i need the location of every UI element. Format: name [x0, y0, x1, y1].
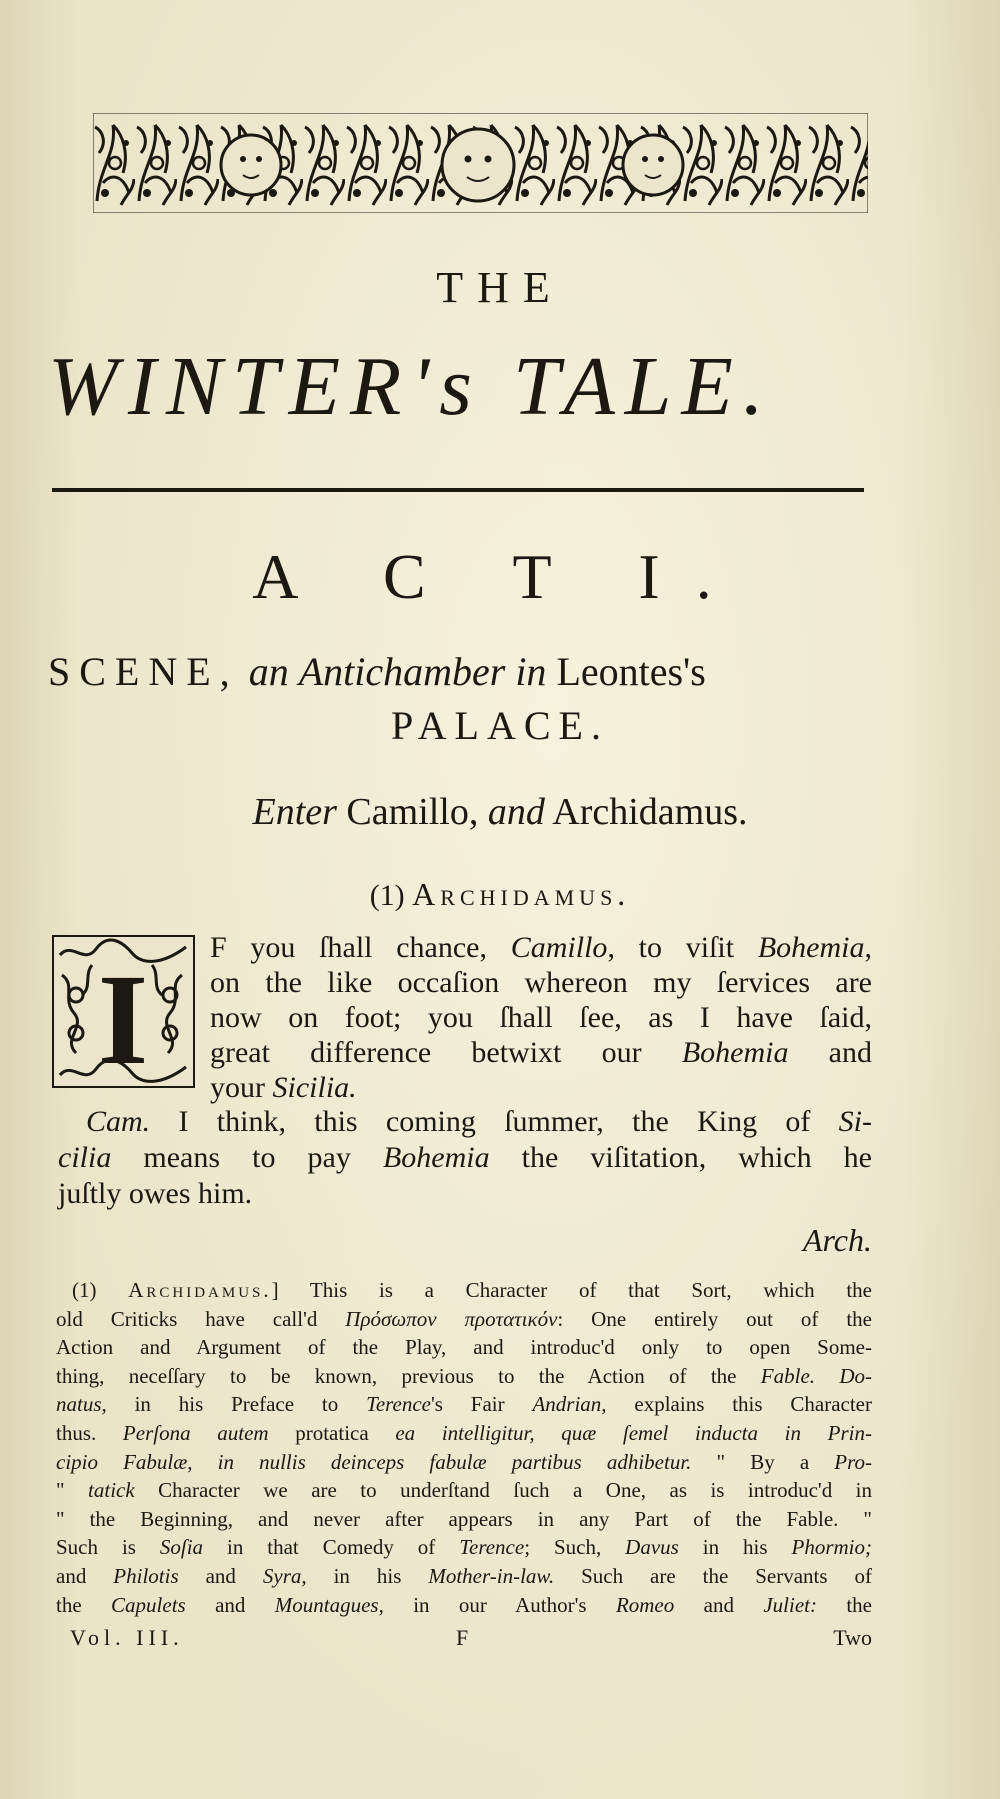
scene-palace: PALACE. [391, 703, 609, 748]
footnote-line: thing, neceſſary to be known, previous to the Action of the Fable. Do- [56, 1363, 872, 1388]
scene-in: in [515, 649, 547, 694]
scene-word: SCENE, [48, 649, 239, 694]
enter-and: and [487, 791, 545, 833]
speech-line: juſtly owes him. [58, 1177, 253, 1210]
speech-line: now on foot; you ſhall ſee, as I have ſaid, [210, 1001, 872, 1034]
scene-heading [48, 648, 948, 695]
entrance-direction [0, 790, 1000, 834]
speech-line: your Sicilia. [210, 1071, 357, 1104]
catchword-speaker: Arch. [802, 1222, 872, 1258]
speaker-note-number: (1) [369, 879, 405, 912]
speech-line: Cam. I think, this coming ſummer, the King of Si- [86, 1105, 872, 1138]
heading-the: THE [436, 263, 564, 312]
footnote-line: Action and Argument of the Play, and introduc'd only to open Some- [56, 1335, 872, 1360]
footnote-line: the Capulets and Mountagues, in our Author's Romeo and Juliet: the [56, 1592, 872, 1617]
drop-cap [52, 935, 195, 1088]
enter-archidamus: Archidamus. [552, 791, 748, 833]
enter-camillo: Camillo, [346, 791, 479, 833]
speech-line: on the like occaſion whereon my ſervices are [210, 966, 872, 999]
act-heading: A C T I. [252, 541, 748, 612]
signature-mark: F [456, 1625, 469, 1650]
ornamental-headpiece [93, 113, 868, 213]
speech-camillo [58, 1104, 872, 1212]
footnote-line: old Criticks have call'd Πρόσωπον προτατικόν: One entirely out of the [56, 1306, 872, 1331]
speech-line: cilia means to pay Bohemia the viſitation, which he [58, 1141, 872, 1174]
scene-an: an [248, 649, 289, 694]
enter-word: Enter [252, 791, 337, 833]
signature-line [70, 1625, 872, 1655]
scene-antichamber: Antichamber [298, 649, 506, 694]
footnote-line: cipio Fabulæ, in nullis deinceps fabulæ partibus adhibetur. " By a Pro- [56, 1449, 872, 1474]
footnote-line: and Philotis and Syra, in his Mother-in-law. Such are the Servants of [56, 1563, 873, 1588]
footnote-line: thus. Perſona autem protatica ea intelligitur, quæ ſemel inducta in Prin- [56, 1420, 872, 1445]
speech-archidamus [210, 930, 872, 1105]
footnote-line: (1) Archidamus.] This is a Character of that Sort, which the [72, 1278, 872, 1302]
play-title: WINTER's TALE. [48, 340, 774, 433]
speech-line: great difference betwixt our Bohemia and [210, 1036, 872, 1069]
footnote [56, 1276, 872, 1619]
drop-cap-letter: I [97, 948, 149, 1088]
speaker-name: Archidamus. [412, 876, 631, 912]
speaker-heading [0, 876, 1000, 913]
speech-line: F you ſhall chance, Camillo, to viſit Bohemia, [210, 931, 872, 964]
footnote-line: " tatick Character we are to underſtand ſuch a One, as is introduc'd in [56, 1478, 872, 1503]
scene-leontes: Leontes's [556, 649, 706, 694]
footnote-line: natus, in his Preface to Terence's Fair Andrian, explains this Character [56, 1392, 872, 1417]
catchword: Two [833, 1625, 872, 1650]
volume-label: Vol. III. [70, 1625, 184, 1650]
footnote-line: Such is Soſia in that Comedy of Terence; Such, Davus in his Phormio; [56, 1535, 872, 1560]
footnote-line: " the Beginning, and never after appears in any Part of the Fable. " [56, 1506, 872, 1531]
title-rule [52, 488, 864, 492]
